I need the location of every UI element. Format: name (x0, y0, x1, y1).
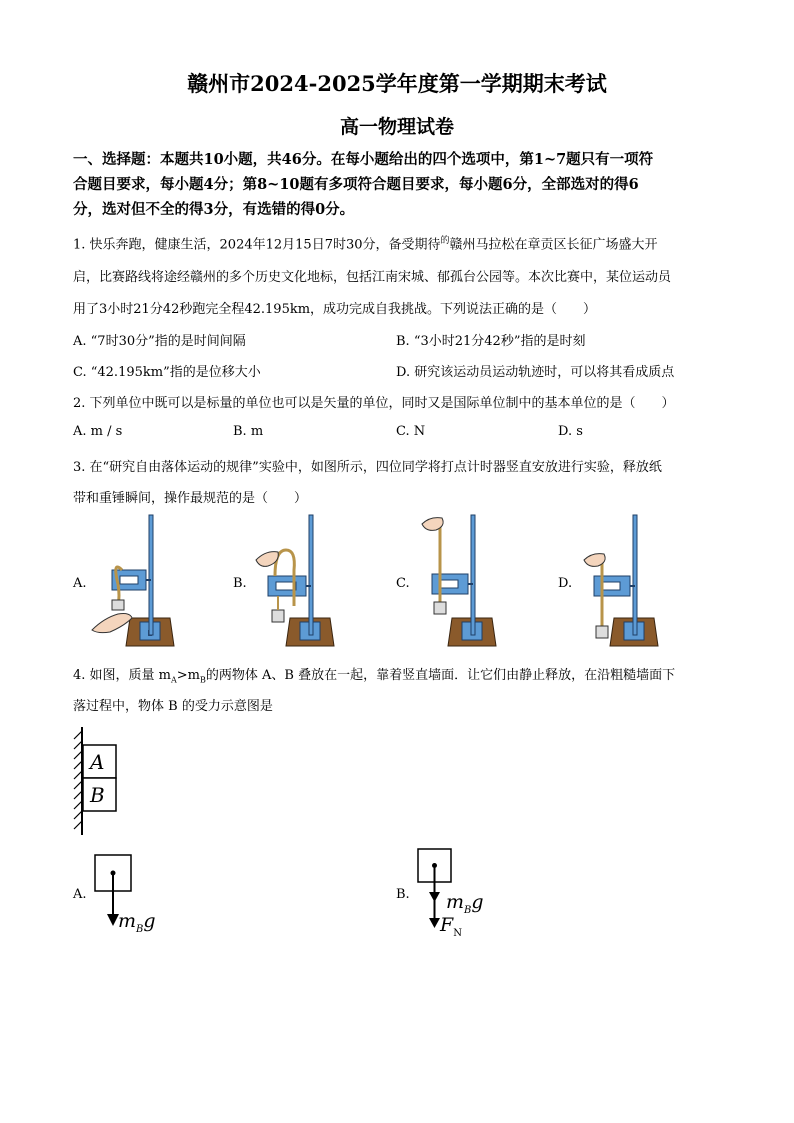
q1-option-c[interactable]: C. “42.195km”指的是位移大小 (73, 365, 261, 380)
section-instructions-line3: 分，选对但不全的得3分，有选错的得0分。 (73, 201, 355, 218)
q1-option-b[interactable]: B. “3小时21分42秒”指的是时刻 (396, 334, 586, 349)
q4-line2: 落过程中，物体 B 的受力示意图是 (73, 699, 273, 714)
q1-option-a[interactable]: A. “7时30分”指的是时间间隔 (73, 334, 246, 349)
apparatus-c-figure (412, 510, 502, 650)
block-b-label: B (90, 783, 105, 807)
q2-option-d[interactable]: D. s (558, 424, 583, 439)
q4-option-b-label[interactable]: B. (396, 887, 410, 902)
page-title: 赣州市2024-2025学年度第一学期期末考试 (187, 71, 607, 96)
q2-text: 2. 下列单位中既可以是标量的单位也可以是矢量的单位，同时又是国际单位制中的基本单位的是（ ） (73, 396, 675, 411)
q3-label-b[interactable]: B. (233, 576, 247, 591)
q1-line2: 启，比赛路线将途经赣州的多个历史文化地标，包括江南宋城、郁孤台公园等。本次比赛中，某位运动员 (73, 270, 672, 285)
q3-line1: 3. 在“研究自由落体运动的规律”实验中，如图所示，四位同学将打点计时器竖直安放进行实验，释放纸 (73, 460, 662, 475)
apparatus-a-figure (90, 510, 180, 650)
block-a-label: A (90, 750, 105, 774)
q4-option-a-label[interactable]: A. (73, 887, 87, 902)
force-label-a: $m_Bg$ (118, 910, 156, 935)
q3-label-d[interactable]: D. (558, 576, 573, 591)
section-instructions-line1: 一、选择题：本题共10小题，共46分。在每小题给出的四个选项中，第1~7题只有一项符 (73, 151, 654, 168)
wall-blocks-figure (72, 727, 122, 837)
q3-label-a[interactable]: A. (73, 576, 87, 591)
section-instructions-line2: 合题目要求，每小题4分；第8~10题有多项符合题目要求，每小题6分，全部选对的得6 (73, 176, 639, 193)
q1-line1: 1. 快乐奔跑，健康生活，2024年12月15日7时30分，备受期待$^的$赣州马拉松在章贡区长征广场盛大开 (73, 236, 658, 253)
q2-option-c[interactable]: C. N (396, 424, 426, 439)
q4-line1: 4. 如图，质量 $m_A>m_B$的两物体 A、B 叠放在一起，靠着竖直墙面．让它们由静止释放，在沿粗糙墙面下 (73, 668, 676, 685)
apparatus-b-figure (250, 510, 340, 650)
q2-option-a[interactable]: A. m / s (73, 424, 123, 439)
force-label-b-gravity: $m_Bg$ (446, 891, 484, 916)
q1-line3: 用了3小时21分42秒跑完全程42.195km，成功完成自我挑战。下列说法正确的是（ ） (73, 302, 597, 317)
q1-option-d[interactable]: D. 研究该运动员运动轨迹时，可以将其看成质点 (396, 365, 675, 380)
q3-label-c[interactable]: C. (396, 576, 410, 591)
q2-option-b[interactable]: B. m (233, 424, 264, 439)
q3-line2: 带和重锤瞬间，操作最规范的是（ ） (73, 491, 308, 506)
force-label-b-normal: $F_N$ (440, 914, 462, 939)
page-subtitle: 高一物理试卷 (339, 116, 454, 138)
apparatus-d-figure (574, 510, 664, 650)
